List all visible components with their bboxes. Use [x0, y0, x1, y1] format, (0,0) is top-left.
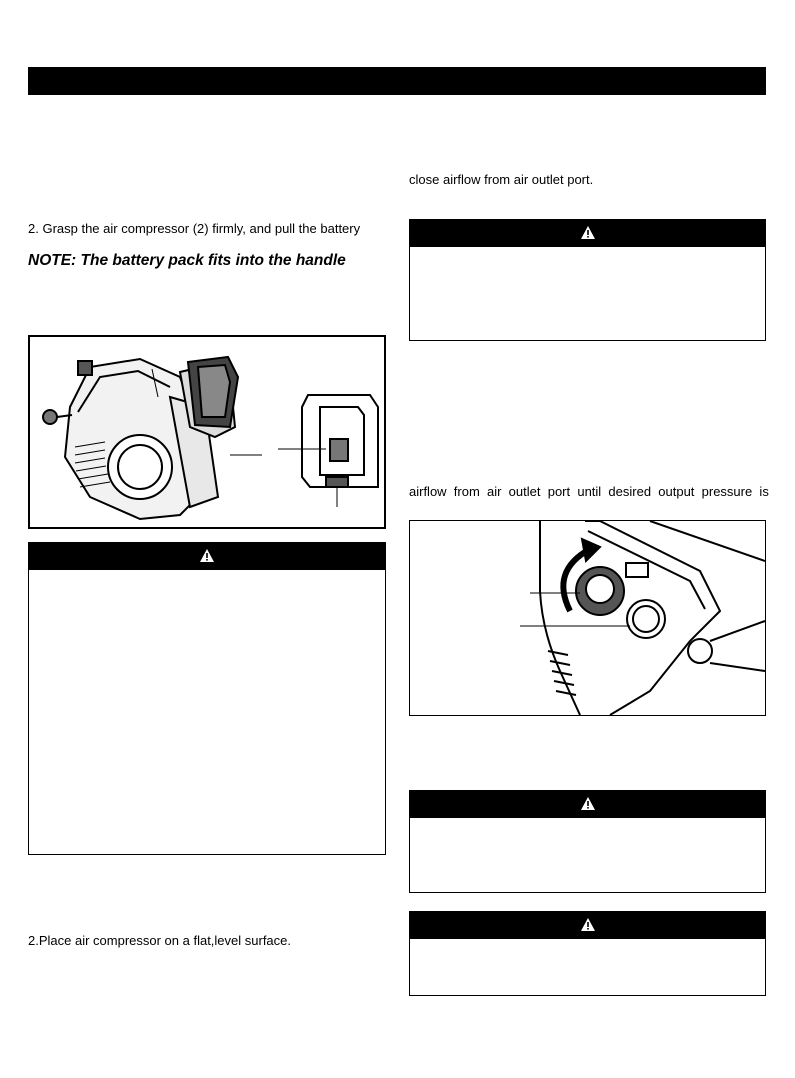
warning-box-right-3 [409, 911, 766, 996]
close-airflow-text: close airflow from air outlet port. [409, 172, 594, 187]
section-header-bar [28, 67, 766, 95]
battery-removal-figure [28, 335, 386, 529]
step-2-text: 2. Grasp the air compressor (2) firmly, and pull the battery [28, 221, 361, 236]
warning-header [29, 543, 385, 570]
step-2-place-text: 2.Place air compressor on a flat,level surface. [28, 933, 292, 948]
note-text: NOTE: The battery pack fits into the handle [28, 252, 346, 269]
warning-triangle-icon [580, 225, 596, 240]
warning-box-right-1 [409, 219, 766, 341]
warning-triangle-icon [580, 917, 596, 932]
pressure-regulator-figure [409, 520, 766, 716]
warning-header [410, 912, 765, 939]
warning-header [410, 220, 765, 247]
warning-triangle-icon [199, 548, 215, 563]
airflow-text: airflow from air outlet port until desired output pressure is [409, 484, 769, 499]
warning-box-left [28, 542, 386, 855]
regulator-illustration [410, 521, 765, 715]
warning-triangle-icon [580, 796, 596, 811]
warning-box-right-2 [409, 790, 766, 893]
compressor-battery-illustration [30, 337, 384, 527]
warning-header [410, 791, 765, 818]
